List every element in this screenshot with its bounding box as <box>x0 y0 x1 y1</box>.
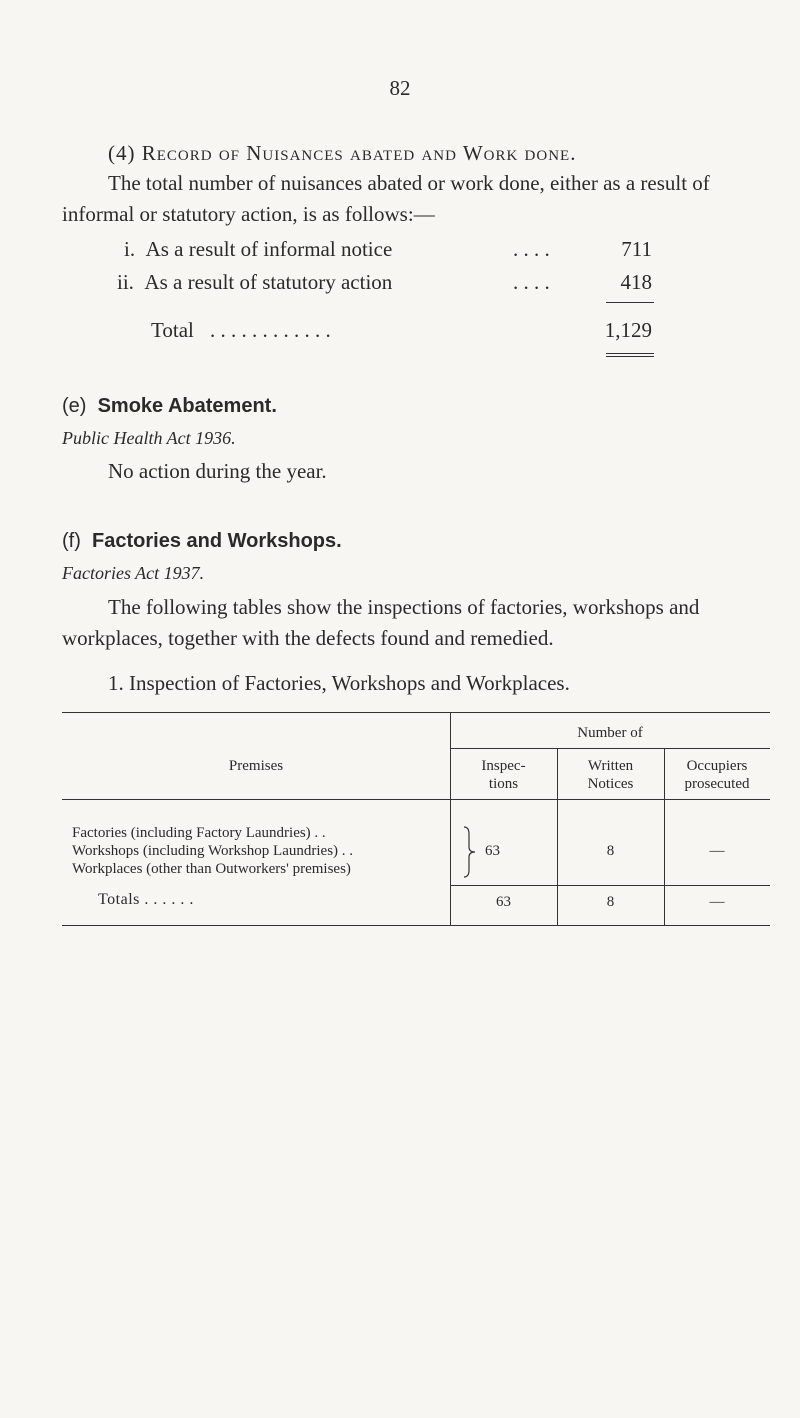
cell-inspections: 63 <box>485 843 500 859</box>
leader-dots: . . . . <box>513 270 550 294</box>
group-rule <box>450 748 770 749</box>
table-row: Workshops (including Workshop Laundries) . . <box>72 843 354 859</box>
act-reference: Public Health Act 1936. <box>62 428 236 448</box>
act-reference: Factories Act 1937. <box>62 563 205 583</box>
totals-inspections: 63 <box>496 894 511 910</box>
double-rule-top <box>606 353 654 354</box>
nuisances-intro: The total number of nuisances abated or work done, either as a result of informal or statutory action, is as follows:— <box>62 171 710 226</box>
header-number-of: Number of <box>577 725 643 741</box>
table-row: Factories (including Factory Laundries) . . <box>72 825 326 841</box>
totals-notices: 8 <box>606 894 615 910</box>
section-number: (4) <box>108 141 136 165</box>
totals-label: Totals . . . . . . <box>98 891 194 908</box>
leader-dots: . . . . . . . . . . . . <box>210 318 331 342</box>
value-informal: 711 <box>621 237 652 261</box>
sum-rule <box>606 302 654 303</box>
section-heading-factories: (f) Factories and Workshops. <box>62 530 342 552</box>
table-bottom-rule <box>62 925 770 926</box>
double-rule-bottom <box>606 356 654 357</box>
totals-rule <box>450 885 770 886</box>
header-occupiers-prosecuted: Occupiers prosecuted <box>684 758 750 792</box>
leader-dots: . . . . <box>513 237 550 261</box>
total-label: Total <box>151 318 194 342</box>
list-item-informal: i. As a result of informal notice <box>124 237 393 261</box>
factories-text: The following tables show the inspections of factories, workshops and workplaces, together with the defects found and remedied. <box>62 595 700 650</box>
header-written-notices: Written Notices <box>587 758 634 792</box>
section-heading-smoke: (e) Smoke Abatement. <box>62 395 277 417</box>
section-title: Record of Nuisances abated and Work done. <box>141 141 577 165</box>
table-row: Workplaces (other than Outworkers' premises) <box>72 861 351 877</box>
brace-icon <box>462 826 478 878</box>
value-statutory: 418 <box>620 270 652 294</box>
cell-prosecuted: — <box>709 843 725 859</box>
totals-prosecuted: — <box>709 894 725 910</box>
smoke-text: No action during the year. <box>108 459 327 483</box>
list-item-statutory: ii. As a result of statutory action <box>117 270 393 294</box>
header-premises: Premises <box>228 758 284 774</box>
section-heading-nuisances <box>108 141 576 166</box>
cell-notices: 8 <box>606 843 615 859</box>
total-value: 1,129 <box>604 318 652 342</box>
table-caption: 1. Inspection of Factories, Workshops and Workplaces. <box>108 671 570 695</box>
header-inspections: Inspec- tions <box>481 758 526 792</box>
table-top-rule <box>62 712 770 713</box>
page-number: 82 <box>389 76 411 100</box>
